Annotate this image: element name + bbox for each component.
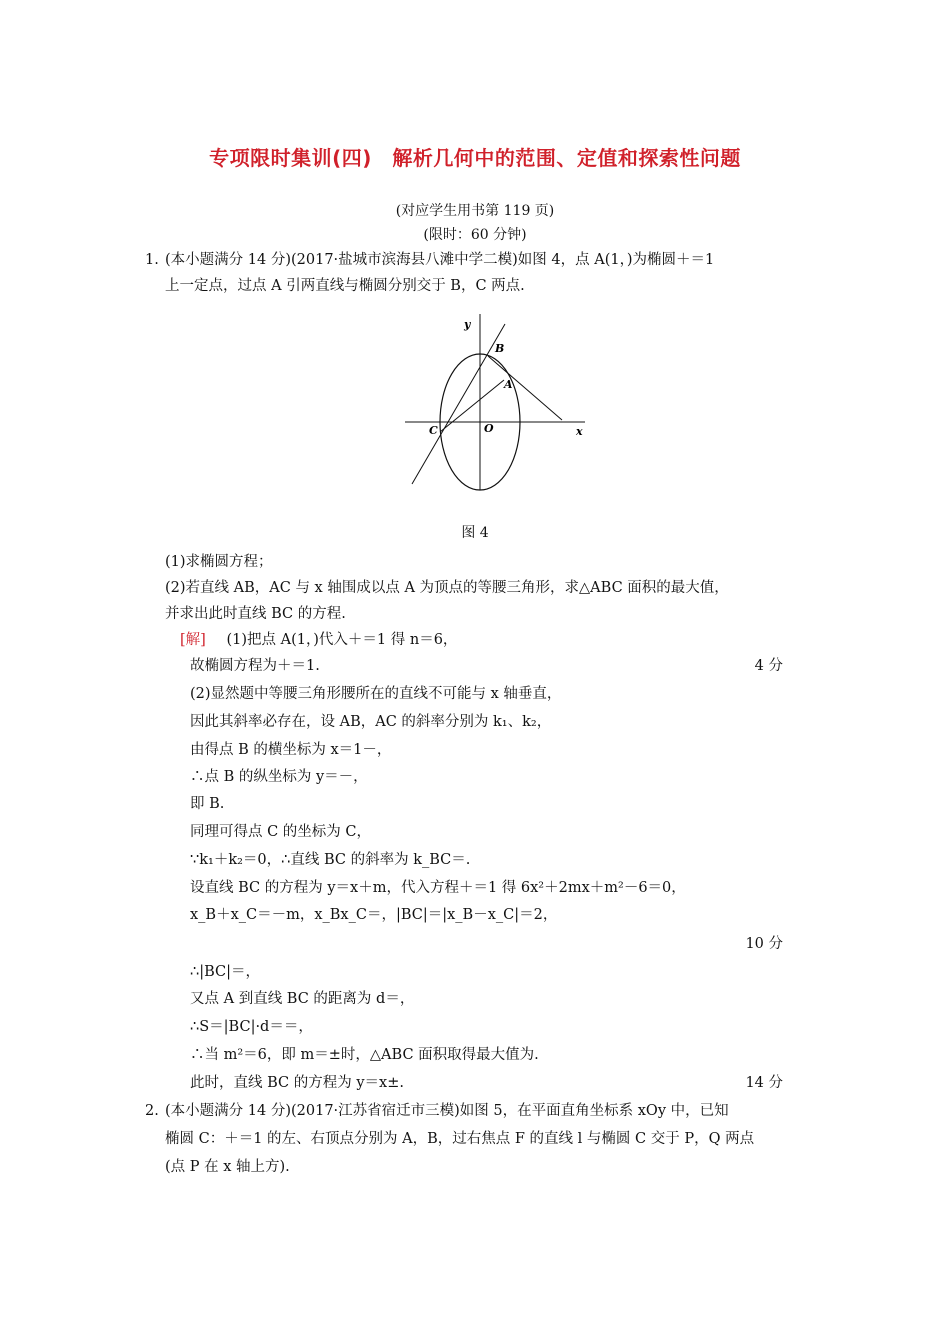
label-x: x bbox=[576, 425, 583, 438]
solution-line-16: 此时，直线 BC 的方程为 y＝x±. bbox=[190, 1075, 404, 1091]
label-a: A bbox=[504, 378, 513, 391]
label-c: C bbox=[429, 424, 438, 437]
solution-line-7: 即 B. bbox=[190, 796, 225, 812]
q1-sub-2a: (2)若直线 AB，AC 与 x 轴围成以点 A 为顶点的等腰三角形，求△ABC 面积的最大值， bbox=[165, 580, 729, 596]
question-1-line-1: (本小题满分 14 分)(2017·盐城市滨海县八滩中学二模)如图 4，点 A(1，)为椭圆＋＝1 bbox=[165, 252, 715, 268]
solution-line-15: ∴当 m²＝6，即 m＝±时，△ABC 面积取得最大值为. bbox=[190, 1047, 539, 1063]
line-a-c bbox=[440, 380, 504, 432]
solution-line-1: (1)把点 A(1，)代入＋＝1 得 n＝6， bbox=[212, 632, 458, 648]
line-through-b-c bbox=[412, 324, 505, 484]
solution-line-13: 又点 A 到直线 BC 的距离为 d＝， bbox=[190, 991, 415, 1007]
ellipse-figure bbox=[400, 312, 600, 492]
label-y: y bbox=[464, 318, 471, 331]
q1-sub-1: (1)求椭圆方程； bbox=[165, 554, 273, 570]
score-10: 10 分 bbox=[745, 936, 783, 952]
label-b: B bbox=[495, 342, 505, 355]
solution-line-10: 设直线 BC 的方程为 y＝x＋m，代入方程＋＝1 得 6x²＋2mx＋m²－6＝0， bbox=[190, 880, 686, 896]
question-1-line-2: 上一定点，过点 A 引两直线与椭圆分别交于 B，C 两点. bbox=[165, 278, 525, 294]
solution-tag: [解] bbox=[180, 632, 206, 648]
question-2-line-3: (点 P 在 x 轴上方). bbox=[165, 1159, 290, 1175]
solution-line-12: ∴|BC|＝， bbox=[190, 964, 261, 980]
solution-line-6: ∴点 B 的纵坐标为 y＝－， bbox=[190, 769, 368, 785]
line-b-a bbox=[488, 356, 562, 420]
score-4: 4 分 bbox=[754, 658, 783, 674]
q1-sub-2b: 并求出此时直线 BC 的方程. bbox=[165, 606, 346, 622]
label-o: O bbox=[484, 422, 494, 435]
solution-line-11: x_B＋x_C＝－m，x_Bx_C＝，|BC|＝|x_B－x_C|＝2， bbox=[190, 907, 558, 923]
score-14: 14 分 bbox=[745, 1075, 783, 1091]
time-limit: (限时：60 分钟) bbox=[423, 227, 527, 243]
page-title: 专项限时集训(四) 解析几何中的范围、定值和探索性问题 bbox=[209, 146, 741, 170]
solution-line-3: (2)显然题中等腰三角形腰所在的直线不可能与 x 轴垂直， bbox=[190, 686, 562, 702]
question-2-number: 2. bbox=[145, 1103, 159, 1119]
question-2-line-1: (本小题满分 14 分)(2017·江苏省宿迁市三模)如图 5，在平面直角坐标系 xOy 中，已知 bbox=[165, 1103, 729, 1119]
solution-line-14: ∴S＝|BC|·d＝＝， bbox=[190, 1019, 313, 1035]
question-2-line-2: 椭圆 C：＋＝1 的左、右顶点分别为 A，B，过右焦点 F 的直线 l 与椭圆 C 交于 P，Q 两点 bbox=[165, 1131, 755, 1147]
solution-line-9: ∵k₁＋k₂＝0，∴直线 BC 的斜率为 k_BC＝. bbox=[190, 852, 471, 868]
solution-line-5: 由得点 B 的横坐标为 x＝1－， bbox=[190, 742, 392, 758]
figure-caption: 图 4 bbox=[461, 525, 489, 541]
book-reference: (对应学生用书第 119 页) bbox=[395, 203, 555, 219]
solution-line-4: 因此其斜率必存在，设 AB，AC 的斜率分别为 k₁、k₂， bbox=[190, 714, 552, 730]
solution-line-8: 同理可得点 C 的坐标为 C， bbox=[190, 824, 372, 840]
question-1-number: 1. bbox=[145, 252, 159, 268]
solution-line-2: 故椭圆方程为＋＝1. bbox=[190, 658, 320, 674]
